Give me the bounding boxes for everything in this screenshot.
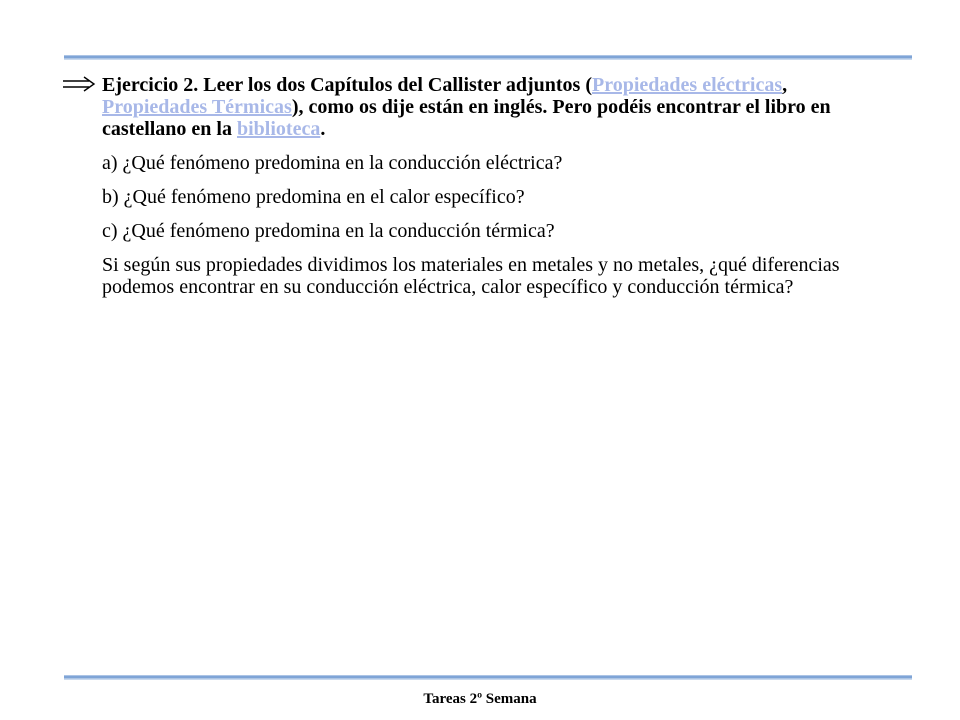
double-arrow-right-icon [62, 76, 96, 92]
exercise-heading [102, 74, 882, 140]
exercise-bullet [62, 74, 882, 298]
exercise-intro-text: Ejercicio 2. Leer los dos Capítulos del Callister adjuntos ( [102, 74, 592, 96]
question-a: a) ¿Qué fenómeno predomina en la conducción eléctrica? [102, 152, 563, 174]
bottom-divider [64, 675, 912, 680]
question-b: b) ¿Qué fenómeno predomina en el calor específico? [102, 186, 525, 208]
exercise-middle-text: ), como os dije están en inglés. Pero podéis encontrar el libro en castellano en la [102, 96, 831, 140]
question-metals-comparison: Si según sus propiedades dividimos los materiales en metales y no metales, ¿qué diferencias podemos encontrar en su conducción eléctrica, calor específico y conducción térmica? [102, 254, 840, 298]
question-c: c) ¿Qué fenómeno predomina en la conducción térmica? [102, 220, 555, 242]
link-biblioteca[interactable]: biblioteca [237, 118, 321, 140]
top-divider [64, 55, 912, 60]
link-propiedades-termicas[interactable]: Propiedades Térmicas [102, 96, 292, 118]
footer-title: Tareas 2º Semana [423, 691, 537, 707]
exercise-separator: , [782, 74, 788, 96]
slide-content [62, 74, 882, 298]
exercise-end-text: . [320, 118, 326, 140]
link-propiedades-electricas[interactable]: Propiedades eléctricas [592, 74, 783, 96]
